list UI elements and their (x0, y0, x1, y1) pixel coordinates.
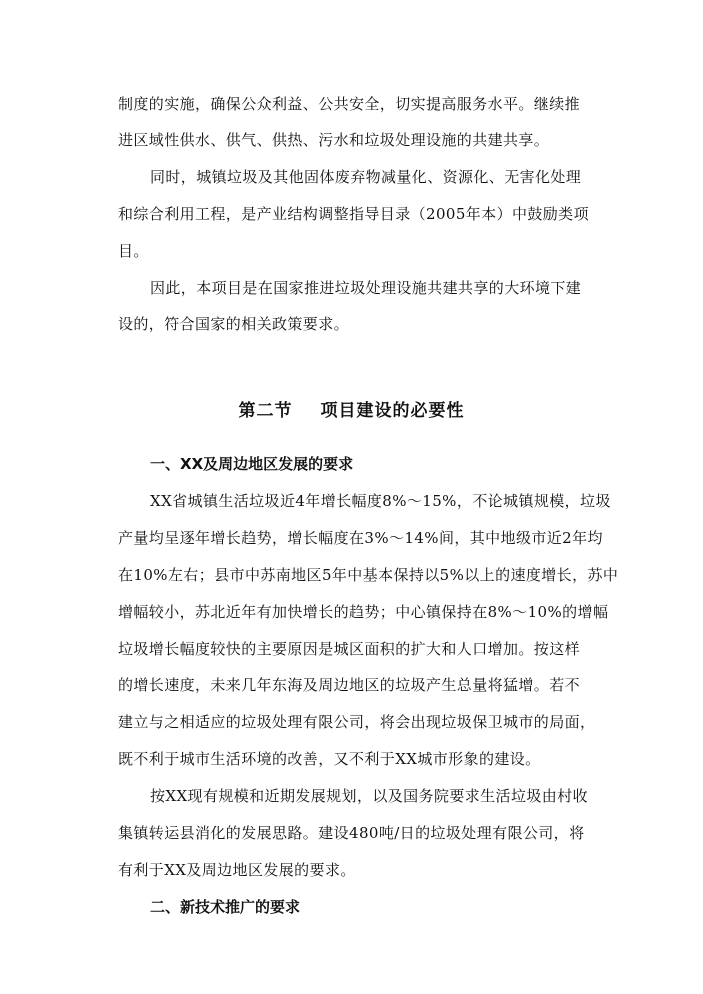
text-line: 建立与之相适应的垃圾处理有限公司，将会出现垃圾保卫城市的局面， (118, 713, 596, 731)
text-line: 产量均呈逐年增长趋势，增长幅度在3%～14%间，其中地级市近2年均 (118, 529, 603, 547)
text-line: 目。 (118, 242, 149, 260)
text-line: 有利于XX及周边地区发展的要求。 (118, 861, 356, 879)
text-line: 的增长速度，未来几年东海及周边地区的垃圾产生总量将猛增。若不 (118, 676, 581, 694)
text-line: 按XX现有规模和近期发展规划，以及国务院要求生活垃圾由村收 (150, 787, 588, 805)
text-line: 既不利于城市生活环境的改善，又不利于XX城市形象的建设。 (118, 750, 541, 768)
text-line: 同时，城镇垃圾及其他固体废弃物减量化、资源化、无害化处理 (150, 168, 582, 186)
text-line: XX省城镇生活垃圾近4年增长幅度8%～15%，不论城镇规模，垃圾 (150, 492, 611, 510)
section-heading (0, 399, 703, 423)
text-line: 制度的实施，确保公众利益、公共安全，切实提高服务水平。继续推 (118, 95, 581, 113)
text-line: 集镇转运县消化的发展思路。建设480吨/日的垃圾处理有限公司，将 (118, 824, 585, 842)
subsection-heading: 一、XX及周边地区发展的要求 (150, 455, 354, 473)
text-line: 增幅较小，苏北近年有加快增长的趋势；中心镇保持在8%～10%的增幅 (118, 603, 609, 621)
text-line: 垃圾增长幅度较快的主要原因是城区面积的扩大和人口增加。按这样 (118, 640, 581, 658)
subsection-heading: 二、新技术推广的要求 (150, 898, 301, 916)
section-title: 项目建设的必要性 (320, 401, 465, 421)
text-line: 在10%左右；县市中苏南地区5年中基本保持以5%以上的速度增长，苏中 (118, 566, 619, 584)
text-line: 进区域性供水、供气、供热、污水和垃圾处理设施的共建共享。 (118, 131, 550, 149)
section-number: 第二节 (238, 401, 293, 421)
text-line: 和综合利用工程，是产业结构调整指导目录（2005年本）中鼓励类项 (118, 205, 589, 223)
text-line: 因此，本项目是在国家推进垃圾处理设施共建共享的大环境下建 (150, 279, 582, 297)
text-line: 设的，符合国家的相关政策要求。 (118, 315, 350, 333)
